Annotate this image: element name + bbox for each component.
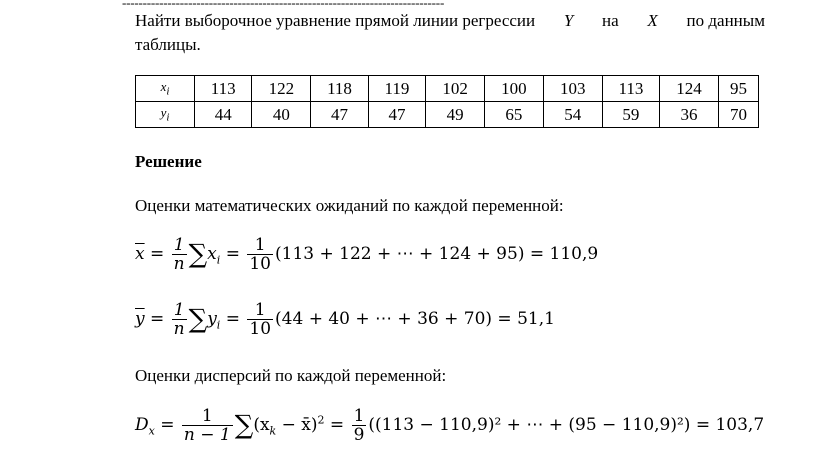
table-cell: 49 [426, 102, 485, 128]
task-line2: таблицы. [135, 35, 201, 54]
table-header-x: $x_i$ [136, 76, 195, 102]
table-cell: 44 [195, 102, 252, 128]
table-cell: 113 [602, 76, 659, 102]
means-text: Оценки математических ожиданий по каждой переменной: [135, 196, 564, 215]
sum-icon: ∑ [188, 304, 208, 335]
word-po-dannym: по данным [686, 11, 765, 30]
table-cell: 102 [426, 76, 485, 102]
fraction: $\frac{1}{10}$ [249, 235, 271, 274]
fraction: $\frac{1}{9}$ [353, 406, 365, 445]
table-cell: 36 [660, 102, 719, 128]
table-cell: 70 [718, 102, 758, 128]
solution-heading: Решение [135, 152, 202, 171]
table-row-x [136, 76, 759, 102]
table-cell: 113 [195, 76, 252, 102]
table-cell: 40 [252, 102, 311, 128]
table-cell: 47 [368, 102, 425, 128]
task-text [135, 9, 765, 57]
table-cell: 47 [311, 102, 368, 128]
table-cell: 100 [485, 76, 544, 102]
formula-ybar: $\overline{y}$ = $\frac{1}{n}$ $\sum y_i$ = $\frac{1}{10}$ (44 + 40 + ⋯ + 36 + 70) = 51,1 [135, 300, 555, 339]
table-cell: 95 [718, 76, 758, 102]
table-header-y: $y_i$ [136, 102, 195, 128]
sum-icon: ∑ [188, 239, 208, 270]
variances-text: Оценки дисперсий по каждой переменной: [135, 366, 447, 385]
table-cell: 65 [485, 102, 544, 128]
var-x: X [647, 11, 658, 30]
formula-xbar: $\overline{x}$ = $\frac{1}{n}$ $\sum x_i$ = $\frac{1}{10}$ (113 + 122 + ⋯ + 124 + 95) = 110,9 [135, 235, 599, 274]
table-cell: 59 [602, 102, 659, 128]
table-cell: 119 [368, 76, 425, 102]
fraction: $\frac{1}{n}$ [173, 300, 185, 339]
task-line1: Найти выборочное уравнение прямой линии регрессии [135, 11, 536, 30]
sum-icon: ∑ [234, 410, 254, 441]
data-table [135, 75, 759, 128]
fraction: $\frac{1}{n}$ [173, 235, 185, 274]
word-na: на [602, 11, 619, 30]
table-cell: 103 [543, 76, 602, 102]
var-y: Y [563, 11, 574, 30]
table-row-y [136, 102, 759, 128]
table-cell: 124 [660, 76, 719, 102]
table-cell: 122 [252, 76, 311, 102]
table-cell: 118 [311, 76, 368, 102]
table-cell: 54 [543, 102, 602, 128]
formula-dx: $D_x$ = $\frac{1}{n - 1}$ $\sum(x_k$ − x̄)$^2$ = $\frac{1}{9}$ ((113 − 110,9)² + ⋯ + (95 − 110,9)²) = 103,7 [135, 406, 765, 445]
separator-line: ------------------------------------------------------------------------------ [122, 0, 445, 10]
fraction: $\frac{1}{10}$ [249, 300, 272, 339]
fraction: $\frac{1}{n - 1}$ [183, 406, 231, 445]
